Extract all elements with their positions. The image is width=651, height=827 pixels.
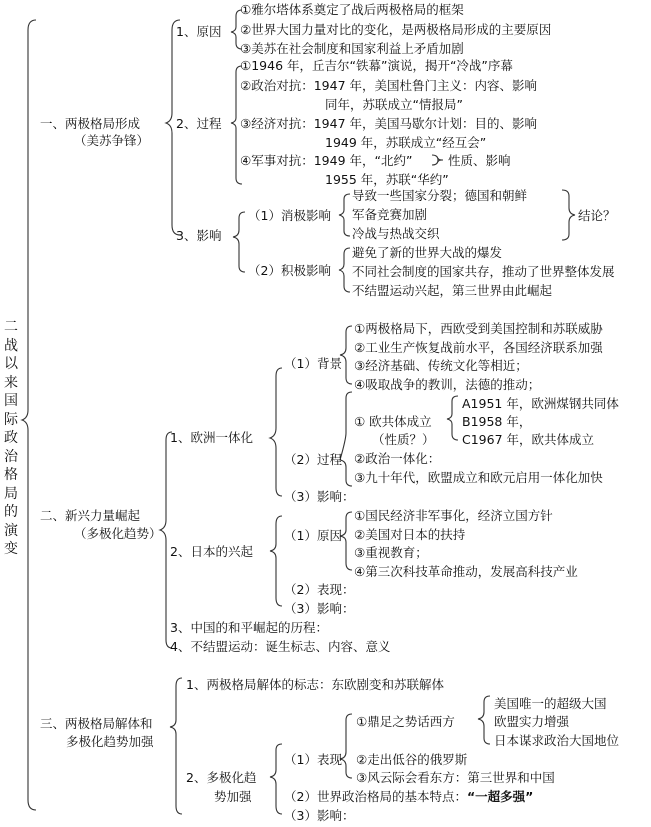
multi-performance-label: （1）表现 — [284, 752, 342, 767]
sec3-sign: 1、两极格局解体的标志：东欧剧变和苏联解体 — [186, 677, 444, 692]
sec1-title: 一、两极格局形成 — [40, 116, 141, 131]
multi-feature — [284, 789, 533, 804]
sec3-subtitle: 多极化趋势加强 — [66, 734, 154, 749]
japan-reason-label: （1）原因 — [284, 528, 342, 543]
multi-performance-item: ②走出低谷的俄罗斯 — [356, 752, 468, 767]
sec1-reason-item: ②世界大国力量对比的变化，是两极格局形成的主要原因 — [240, 22, 552, 37]
military-note: 性质、影响 — [448, 153, 511, 168]
sec3-brace — [170, 678, 182, 814]
europe-process-brace — [340, 392, 352, 486]
negative-item: 军备竞赛加剧 — [352, 207, 428, 222]
multi-feature-quote: “一超多强” — [466, 789, 534, 804]
sec1-process-line: 同年，苏联成立“情报局” — [325, 97, 463, 112]
japan-label: 2、日本的兴起 — [170, 544, 253, 559]
tripod-item: 美国唯一的超级大国 — [494, 696, 607, 711]
ec-item: A1951 年，欧洲煤钢共同体 — [462, 396, 619, 411]
negative-brace — [339, 194, 350, 236]
japan-reason-item: ②美国对日本的扶持 — [354, 527, 466, 542]
sec1-process-line: 1955 年，苏联“华约” — [325, 172, 449, 187]
sec1-process-line: ④军事对抗：1949 年，“北约” — [240, 153, 413, 168]
europe-process-item: ③九十年代，欧盟成立和欧元启用一体化加快 — [354, 470, 603, 485]
europe-background-item: ④吸取战争的教训，法德的推动； — [354, 377, 541, 392]
military-note-brace — [432, 155, 443, 165]
multi-influence: （3）影响： — [284, 808, 355, 823]
negative-label: （1）消极影响 — [248, 208, 331, 223]
ec-item: C1967 年，欧共体成立 — [462, 432, 595, 447]
ec-note: （性质？） — [372, 432, 435, 447]
multi-label-cont: 势加强 — [214, 789, 252, 804]
japan-reason-item: ①国民经济非军事化，经济立国方针 — [354, 508, 553, 523]
sec1-process-line: ②政治对抗：1947 年，美国杜鲁门主义：内容、影响 — [240, 78, 537, 93]
positive-item: 不同社会制度的国家共存，推动了世界整体发展 — [352, 264, 615, 279]
europe-brace — [270, 368, 282, 496]
nam-item: 4、不结盟运动：诞生标志、内容、意义 — [170, 639, 391, 654]
japan-brace — [270, 516, 282, 606]
europe-label: 1、欧洲一体化 — [170, 430, 253, 445]
negative-item: 导致一些国家分裂；德国和朝鲜 — [352, 188, 528, 203]
sec2-subtitle: （多极化趋势） — [74, 526, 162, 541]
sec1-impact-brace — [233, 212, 245, 272]
sec1-reason-label: 1、原因 — [176, 24, 222, 39]
conclusion-brace — [562, 190, 575, 240]
japan-performance: （2）表现： — [284, 582, 355, 597]
japan-reason-item: ④第三次科技革命推动，发展高科技产业 — [354, 564, 578, 579]
europe-background-label: （1）背景 — [284, 356, 342, 371]
multi-performance-item: ③风云际会看东方：第三世界和中国 — [356, 770, 555, 785]
japan-influence: （3）影响： — [284, 601, 355, 616]
positive-brace — [339, 248, 350, 292]
positive-item: 不结盟运动兴起，第三世界由此崛起 — [352, 283, 553, 298]
multi-feature-prefix: （2）世界政治格局的基本特点： — [284, 789, 467, 804]
china-item: 3、中国的和平崛起的历程： — [170, 620, 328, 635]
tripod-label: ①鼎足之势话西方 — [356, 714, 455, 729]
sec1-process-line: ③经济对抗：1947 年，美国马歇尔计划：目的、影响 — [240, 116, 537, 131]
conclusion-note: 结论？ — [578, 208, 616, 223]
multi-brace — [270, 744, 282, 814]
positive-label: （2）积极影响 — [248, 263, 331, 278]
sec1-process-line: 1949 年，苏联成立“经互会” — [325, 135, 487, 150]
tripod-brace — [478, 696, 490, 744]
ec-brace — [447, 396, 458, 440]
sec2-title: 二、新兴力量崛起 — [40, 508, 141, 523]
sec1-subtitle: （美苏争锋） — [74, 133, 150, 148]
europe-process-label: （2）过程 — [284, 452, 342, 467]
sec1-reason-item: ①雅尔塔体系奠定了战后两极格局的框架 — [240, 2, 464, 17]
europe-influence: （3）影响： — [284, 489, 355, 504]
sec1-reason-item: ③美苏在社会制度和国家利益上矛盾加剧 — [240, 41, 464, 56]
europe-process-item: ②政治一体化： — [354, 451, 441, 466]
europe-background-item: ①两极格局下，西欧受到美国控制和苏联威胁 — [354, 321, 603, 336]
tripod-item: 欧盟实力增强 — [494, 714, 570, 729]
main-brace — [22, 20, 36, 810]
ec-label: ① 欧共体成立 — [354, 414, 432, 429]
ec-item: B1958 年， — [462, 414, 532, 429]
japan-reason-item: ③重视教育； — [354, 545, 428, 560]
sec1-process-line: ①1946 年，丘吉尔“铁幕”演说，揭开“冷战”序幕 — [240, 58, 513, 73]
sec1-process-label: 2、过程 — [176, 116, 222, 131]
negative-item: 冷战与热战交织 — [352, 226, 440, 241]
background-brace — [340, 326, 352, 384]
positive-item: 避免了新的世界大战的爆发 — [352, 245, 503, 260]
sec2-brace — [160, 432, 172, 648]
tripod-item: 日本谋求政治大国地位 — [494, 733, 620, 748]
europe-background-item: ③经济基础、传统文化等相近； — [354, 358, 528, 373]
performance-brace — [340, 714, 352, 778]
europe-background-item: ②工业生产恢复战前水平，各国经济联系加强 — [354, 340, 603, 355]
sec3-title: 三、两极格局解体和 — [40, 716, 153, 731]
sec1-impact-label: 3、影响 — [176, 228, 222, 243]
main-title: 二战以来国际政治格局的演变 — [4, 319, 18, 557]
multi-label: 2、多极化趋 — [186, 770, 257, 785]
